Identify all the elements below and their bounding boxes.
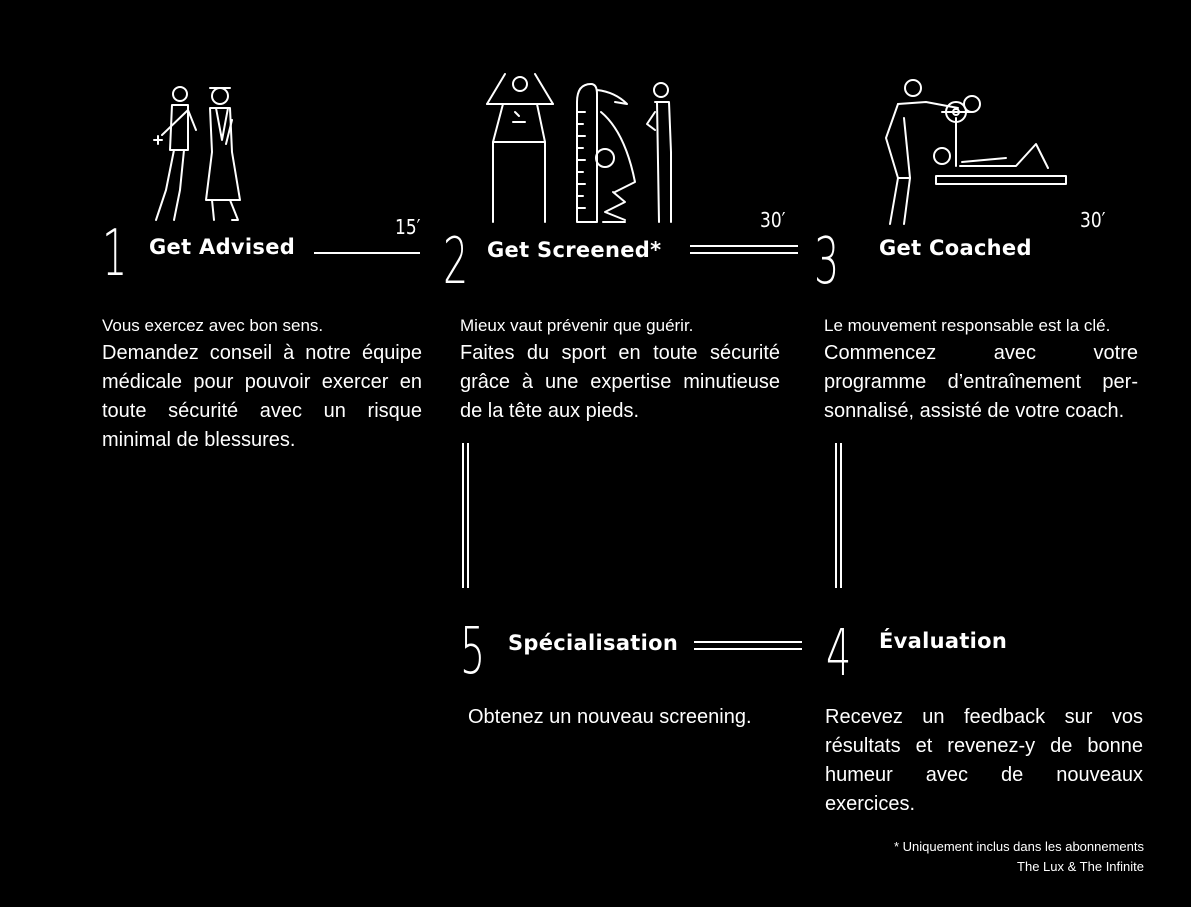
step-4-number: 4 [826, 617, 852, 691]
connector-2-3-bottom [690, 252, 798, 254]
step-4-title: Évaluation [879, 629, 1008, 653]
step-3-duration: 30′ [1080, 208, 1106, 232]
step-5-body: Obtenez un nouveau screening. [468, 706, 752, 728]
step-5-title: Spécialisation [508, 631, 679, 655]
step-1-title: Get Advised [149, 235, 296, 259]
step-3-number: 3 [814, 225, 840, 299]
step-2-body: Faites du sport en toute sécurité grâce à une expertise minutieuse de la tête aux pieds. [460, 342, 780, 422]
doctor-and-nurse-icon [140, 80, 250, 228]
step-1-body: Demandez conseil à notre équipe médicale pour pouvoir exercer en toute sécurité avec un risque minimal de blessures. [102, 342, 422, 451]
step-3-body: Commencez avec votre programme d’entraînement per-sonnalisé, assisté de votre coach. [824, 342, 1138, 422]
connector-3-4-left [835, 443, 837, 588]
coach-bench-press-icon [876, 78, 1072, 226]
body-screening-icon [485, 72, 685, 224]
connector-2-5-right [467, 443, 469, 588]
step-5-number: 5 [460, 615, 486, 689]
step-2-title: Get Screened* [487, 238, 662, 262]
step-3-lead: Le mouvement responsable est la clé. [824, 316, 1111, 335]
step-2-number: 2 [443, 225, 469, 299]
connector-4-5-top [694, 641, 802, 643]
step-1-lead: Vous exercez avec bon sens. [102, 316, 324, 335]
connector-2-5-left [462, 443, 464, 588]
connector-3-4-right [840, 443, 842, 588]
step-2-duration: 30′ [760, 208, 786, 232]
step-3-title: Get Coached [879, 236, 1032, 260]
step-4-body: Recevez un feedback sur vos résultats et revenez-y de bonne humeur avec de nouveaux exercices. [825, 706, 1143, 815]
connector-2-3-top [690, 245, 798, 247]
connector-4-5-bottom [694, 648, 802, 650]
step-2-lead: Mieux vaut prévenir que guérir. [460, 316, 694, 335]
footnote-line-1: * Uniquement inclus dans les abonnements [893, 839, 1144, 854]
connector-1-2 [314, 252, 420, 254]
step-1-number: 1 [102, 217, 128, 291]
footnote-line-2: The Lux & The Infinite [1017, 859, 1144, 874]
step-1-duration: 15′ [395, 215, 421, 239]
footnote [824, 837, 1144, 877]
